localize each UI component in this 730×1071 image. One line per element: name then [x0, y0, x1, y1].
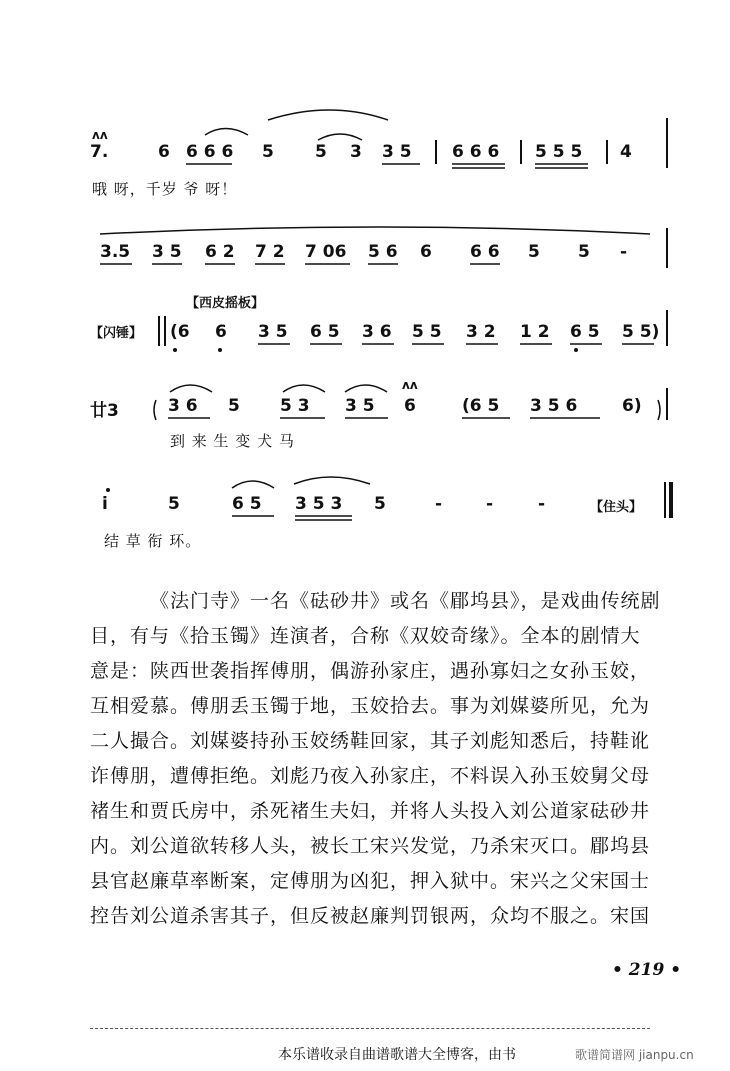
note: -: [486, 494, 494, 514]
note: 5: [228, 396, 240, 416]
note: 6 6: [470, 242, 500, 262]
banqiang-label: 【西皮摇板】: [186, 296, 265, 311]
slur: [294, 477, 370, 484]
trill-mark: ʌʌ: [402, 378, 418, 392]
slur: [268, 110, 388, 120]
note: -: [620, 242, 628, 262]
note: 6 5: [570, 322, 600, 342]
note: 3 6: [362, 322, 392, 342]
note: 6: [404, 396, 416, 416]
note: 3 5: [152, 242, 182, 262]
slur: [345, 385, 387, 392]
paren: [658, 400, 660, 420]
note: 6: [215, 322, 227, 342]
note: 3 5: [258, 322, 288, 342]
slur: [170, 385, 212, 392]
note: 1 2: [520, 322, 550, 342]
note: 5 5): [622, 322, 660, 342]
note: -: [435, 494, 443, 514]
note: 7 06: [305, 242, 347, 262]
lyrics-line: 结 草 衔 环。: [104, 532, 202, 550]
note: 4: [620, 142, 632, 162]
note: 5 5: [412, 322, 442, 342]
note: i: [102, 494, 108, 514]
note: 3 6: [168, 396, 198, 416]
text-line: 《法门寺》一名《砝砂井》或名《郿坞县》，是戏曲传统剧: [150, 590, 661, 612]
note: -: [538, 494, 546, 514]
note: 6: [158, 142, 170, 162]
lyrics-line: 到 来 生 变 犬 马: [170, 432, 295, 450]
note: 6 2: [205, 242, 235, 262]
note: 7 2: [255, 242, 285, 262]
note: 3 5: [382, 142, 412, 162]
note: 6: [420, 242, 432, 262]
zhutou-label: 【住头】: [590, 500, 643, 515]
slur: [232, 481, 274, 488]
text-line: 褚生和贾氏房中，杀死褚生夫妇，并将人头投入刘公道家砝砂井: [90, 800, 651, 822]
footer-credit: 本乐谱收录自曲谱歌谱大全博客，由书: [278, 1047, 516, 1063]
text-line: 目，有与《拾玉镯》连演者，合称《双姣奇缘》。全本的剧情大: [90, 625, 641, 647]
note: 5: [528, 242, 540, 262]
note: 3.5: [100, 242, 131, 262]
watermark: 歌谱简谱网 jianpu.cn: [575, 1048, 694, 1062]
note: 5: [168, 494, 180, 514]
text-line: 控告刘公道杀害其子，但反被赵廉判罚银两，众均不服之。宋国: [90, 905, 651, 927]
text-line: 诈傅朋，遭傅拒绝。刘彪乃夜入孙家庄，不料误入孙玉姣舅父母: [90, 765, 651, 787]
note: 7.: [90, 142, 109, 162]
note: 5 3: [280, 396, 310, 416]
note: 6 6 6: [186, 142, 234, 162]
note: 6): [622, 396, 642, 416]
note: 6 5: [310, 322, 340, 342]
page-number: • 219 •: [612, 960, 682, 980]
instrument-label: 【闪锤】: [90, 326, 143, 341]
text-line: 二人撮合。刘媒婆持孙玉姣绣鞋回家，其子刘彪知悉后，持鞋讹: [90, 730, 651, 752]
text-line: 互相爱慕。傅朋丢玉镯于地，玉姣拾去。事为刘媒婆所见，允为: [90, 695, 651, 717]
slur: [100, 227, 650, 234]
note: 5: [262, 142, 274, 162]
note: 5 6: [368, 242, 398, 262]
text-line: 内。刘公道欲转移人头，被长工宋兴发觉，乃杀宋灭口。郿坞县: [90, 835, 651, 857]
note: 5: [578, 242, 590, 262]
note: 5: [374, 494, 386, 514]
note: 3 5: [345, 396, 375, 416]
lyrics-line: 哦 呀，千岁 爷 呀！: [92, 180, 238, 198]
note: 3: [350, 142, 362, 162]
note: 廿3: [90, 401, 119, 421]
note: (6 5: [462, 396, 500, 416]
slur: [283, 385, 325, 392]
note: 6 6 6: [452, 142, 500, 162]
slur: [318, 134, 362, 140]
note: 3 5 6: [530, 396, 578, 416]
footer-divider: [90, 1028, 650, 1029]
note: 3 5 3: [295, 494, 343, 514]
text-line: 意是：陕西世袭指挥傅朋，偶游孙家庄，遇孙寡妇之女孙玉姣，: [90, 660, 651, 682]
note: 5 5 5: [535, 142, 583, 162]
note: (6: [170, 322, 190, 342]
trill-mark: ʌʌ: [92, 128, 108, 142]
paren: [154, 400, 156, 420]
note: 6 5: [232, 494, 262, 514]
note: 5: [315, 142, 327, 162]
slur: [205, 129, 248, 136]
text-line: 县官赵廉草率断案，定傅朋为凶犯，押入狱中。宋兴之父宋国士: [90, 870, 651, 892]
note: 3 2: [466, 322, 496, 342]
